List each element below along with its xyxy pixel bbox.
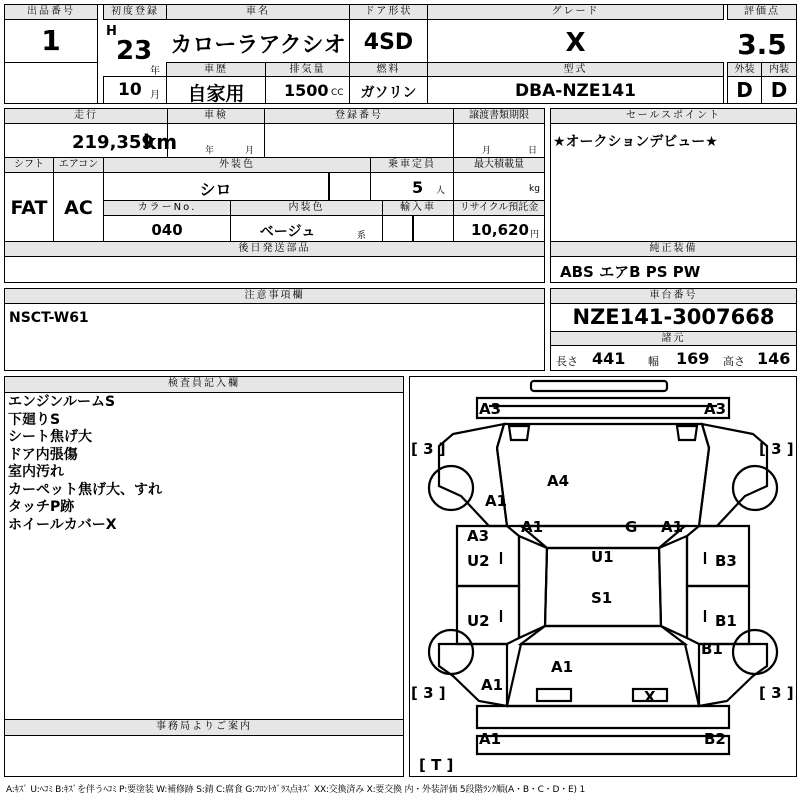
lot-label: 出品番号 [4,4,98,20]
diagram-mark: A3 [467,527,490,545]
len-value: 441 [592,349,626,368]
hei-label: 高さ [723,355,745,368]
diagram-mark: A1 [485,492,508,510]
sales-text: ★オークションデビュー★ [553,134,718,150]
model-label: 型式 [427,62,724,77]
trunk [507,644,699,706]
color-sub-divider [328,172,330,201]
inspector-line: ドア内張傷 [8,446,78,463]
fuel-label: 燃料 [349,62,428,77]
diagram-mark: U2 [467,552,490,570]
transfer-label: 譲渡書類期限 [453,108,545,124]
int-grade: D [770,78,788,102]
right-front-wheel [733,466,777,510]
diagram-mark: A4 [547,472,570,490]
reg-year: 23 [116,36,153,66]
car-damage-diagram [409,376,797,777]
office-cell [4,735,404,777]
color-no-label: カラーNo. [103,200,231,216]
legend: A:ｷｽﾞ U:ﾍｺﾐ B:ｷｽﾞを伴うﾍｺﾐ P:要塗装 W:補修跡 S:錆 C:腐食 G:ﾌﾛﾝﾄｶﾞﾗｽ点ｷｽﾞ XX:交換済み X:要交換 内・外装評価 5段階ﾗﾝｸ順(A・B・C・D・E) 1 [6,785,585,795]
mileage-label: 走行 [4,108,168,124]
capacity-label: 乗車定員 [370,157,454,173]
left-rear-wheel [429,630,473,674]
ac-label: エアコン [53,157,104,173]
inspector-line: シート焦げ大 [8,429,92,445]
inspection-label: 車検 [167,108,265,124]
recycle-amount: 10,620 [471,221,529,239]
office-label: 事務局よりご案内 [4,719,404,736]
year-unit: 年 [150,66,160,77]
diagram-mark: [ 3 ] [759,440,794,458]
diagram-mark: U1 [591,548,614,566]
dims-label: 諸元 [550,331,797,346]
notes-label: 注意事項欄 [4,288,545,304]
inspector-lines [8,394,162,534]
shift-label: シフト [4,157,54,173]
transfer-day-unit: 日 [528,146,538,156]
capacity-unit: 人 [436,186,446,196]
first-reg-label: 初度登録 [103,4,167,20]
diagram-mark: A3 [704,400,727,418]
wid-value: 169 [676,349,710,368]
score-label: 評価点 [727,4,797,20]
rear-bumper [477,706,729,728]
hei-value: 146 [757,349,791,368]
car-name: カローラアクシオ [170,33,346,58]
equipment-label: 純正装備 [550,241,797,257]
diagram-mark: A1 [551,658,574,676]
reg-no-label: 登録番号 [264,108,454,124]
fuel: ガソリン [360,85,417,101]
inspector-label: 検査員記入欄 [4,376,404,393]
door-label: ドア形状 [349,4,428,20]
recycle-unit: 円 [530,230,540,240]
model: DBA-NZE141 [515,81,636,101]
left-taillight [537,689,571,701]
diagram-mark: A3 [479,400,502,418]
left-a-pillar [519,536,547,638]
front-bumper [477,398,729,418]
transfer-month-unit: 月 [482,146,492,156]
mileage: 219,359 [72,132,154,153]
notes-text: NSCT-W61 [9,310,89,326]
left-front-wheel [429,466,473,510]
door-type: 4SD [363,30,414,55]
diagram-mark: A1 [481,676,504,694]
later-parts-cell [4,256,545,283]
color-label: 外装色 [103,157,371,173]
grade-label: グレード [427,4,724,20]
diagram-mark: U2 [467,612,490,630]
insp-year-unit: 年 [205,146,215,156]
displacement: 1500 [284,81,329,100]
capacity: 5 [412,178,424,197]
diagram-mark: B2 [704,730,726,748]
import-divider [412,215,414,242]
color-no: 040 [151,221,183,239]
diagram-mark: B1 [701,640,723,658]
recycle-label: リサイクル預託金 [453,200,545,216]
month-unit: 月 [150,90,160,101]
diagram-mark: X [644,688,656,706]
sales-label: セールスポイント [550,108,797,124]
rear-bumper-lower [477,736,729,754]
int-label: 内装 [761,62,797,77]
diagram-mark: [ 3 ] [759,684,794,702]
right-a-pillar [659,536,687,638]
inspector-line: ホイールカバーX [8,516,117,533]
score: 3.5 [737,28,787,61]
diagram-mark: A1 [521,518,544,536]
inspector-line: カーペット焦げ大、すれ [8,481,162,498]
diagram-mark: G [625,518,638,536]
lot-blank [4,62,98,104]
chassis-label: 車台番号 [550,288,797,304]
import-label: 輸入車 [382,200,454,216]
lot-number: 1 [41,24,61,57]
interior-color: ベージュ [259,224,316,240]
reg-month: 10 [118,80,142,100]
interior-color-unit: 系 [357,231,367,241]
equipment-text: ABS エアB PS PW [560,263,701,281]
mileage-unit: km [143,130,178,154]
hood [497,424,709,526]
diagram-mark: B1 [715,612,737,630]
import-cell [382,215,454,242]
color: シロ [199,180,232,199]
grade: X [565,28,586,58]
ext-label: 外装 [727,62,762,77]
front-bumper-strip [531,381,667,391]
diagram-mark: B3 [715,552,737,570]
inspector-line: タッチP跡 [8,499,75,515]
len-label: 長さ [556,355,578,368]
diagram-mark: A1 [479,730,502,748]
displacement-unit: CC [331,88,344,98]
diagram-mark: A1 [661,518,684,536]
chassis-number: NZE141-3007668 [572,305,775,329]
right-rear-wheel [733,630,777,674]
history-label: 車歴 [166,62,266,77]
era: H [106,24,117,39]
load-label: 最大積載量 [453,157,545,173]
inspector-line: 下廻りS [8,411,61,428]
insp-month-unit: 月 [245,146,255,156]
inspector-line: エンジンルームS [8,394,116,410]
diagram-mark: S1 [591,589,613,607]
diagram-mark: [ 3 ] [411,440,446,458]
diagram-mark: [ T ] [419,756,454,774]
load-unit: kg [529,184,540,194]
inspector-line: 室内汚れ [8,464,64,480]
reg-no-cell [264,123,454,158]
history: 自家用 [187,83,245,105]
diagram-mark: [ 3 ] [411,684,446,702]
wid-label: 幅 [648,355,659,368]
rear-window [521,626,685,644]
shift: FAT [10,197,48,219]
later-parts-label: 後日発送部品 [4,241,545,257]
car-name-label: 車名 [166,4,350,20]
ext-grade: D [736,78,753,102]
interior-color-label: 内装色 [230,200,383,216]
ac: AC [64,197,93,219]
displacement-label: 排気量 [265,62,350,77]
